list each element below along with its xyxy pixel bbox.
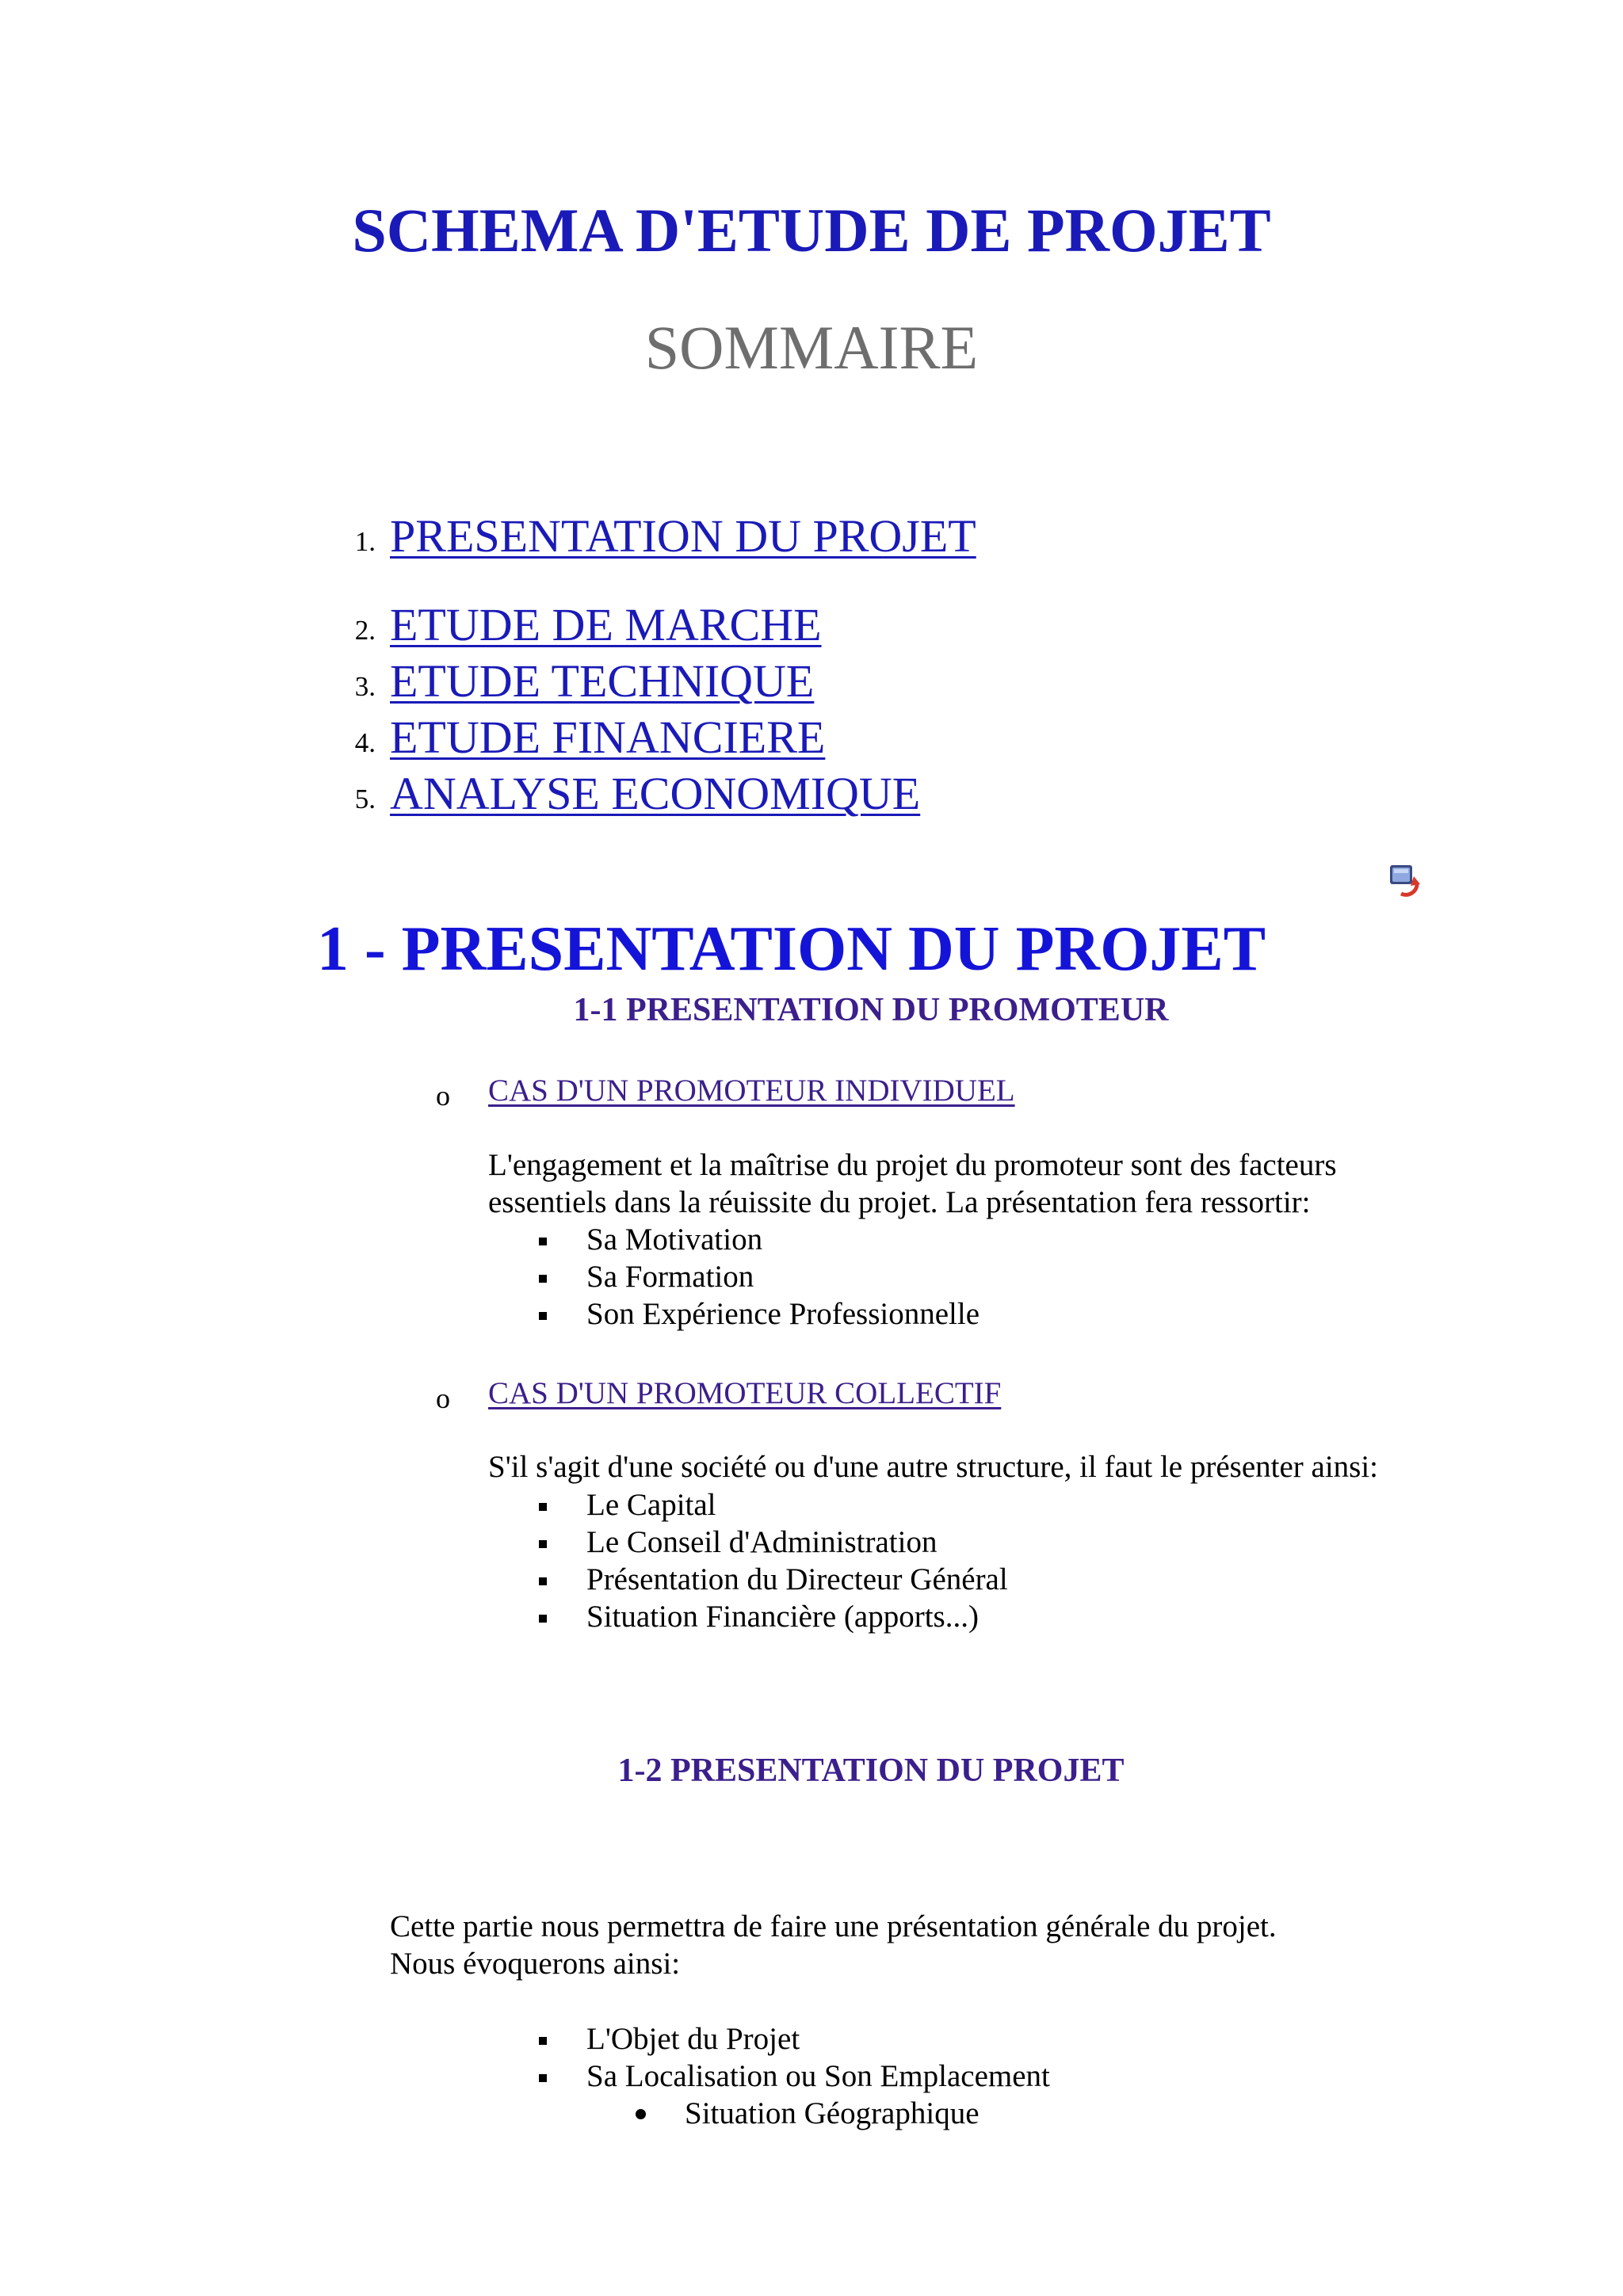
toc-link-etude-technique[interactable]: ETUDE TECHNIQUE (390, 655, 815, 707)
toc-link-presentation[interactable]: PRESENTATION DU PROJET (390, 510, 976, 562)
list-item (586, 1486, 1008, 1524)
paragraph-line: Nous évoquerons ainsi: (390, 1947, 681, 1981)
toc-number: 5. (354, 784, 376, 814)
toc-number: 1. (354, 526, 376, 557)
paragraph-line: S'il s'agit d'une société ou d'une autre structure, il faut le présenter ainsi: (488, 1450, 1379, 1484)
section-title: 1 - PRESENTATION DU PROJET (317, 914, 1266, 984)
list-item-text: L'Objet du Projet (586, 2022, 800, 2056)
list-item (586, 2058, 1050, 2095)
case-collective-link[interactable]: CAS D'UN PROMOTEUR COLLECTIF (488, 1376, 1002, 1410)
list-item (586, 1295, 980, 1333)
bullet-list (586, 1486, 1008, 1635)
square-bullet-icon (539, 1615, 547, 1623)
square-bullet-icon (539, 2074, 547, 2082)
nested-bullet-list (685, 2095, 980, 2132)
list-item (586, 1598, 1008, 1635)
toc-link-etude-financiere[interactable]: ETUDE FINANCIERE (390, 711, 826, 763)
round-bullet-icon (636, 2109, 646, 2119)
subsection-title: 1-2 PRESENTATION DU PROJET (617, 1753, 1125, 1789)
list-item (685, 2095, 980, 2132)
square-bullet-icon (539, 1312, 547, 1320)
bullet-list (586, 1221, 980, 1333)
list-marker: o (436, 1080, 450, 1112)
list-item-text: Le Capital (586, 1488, 716, 1522)
list-item-text: Sa Localisation ou Son Emplacement (586, 2059, 1050, 2093)
list-item-text: Le Conseil d'Administration (586, 1525, 938, 1559)
paragraph-line: essentiels dans la réuissite du projet. La présentation fera ressortir: (488, 1185, 1311, 1219)
list-item (586, 1561, 1008, 1598)
square-bullet-icon (539, 1577, 547, 1585)
list-item (586, 1221, 980, 1258)
list-item-text: Sa Motivation (586, 1222, 763, 1257)
subsection-title: 1-1 PRESENTATION DU PROMOTEUR (573, 992, 1169, 1028)
document-subtitle: SOMMAIRE (644, 313, 979, 382)
toc-link-analyse-economique[interactable]: ANALYSE ECONOMIQUE (390, 768, 921, 819)
list-item-text: Situation Financière (apports...) (586, 1600, 979, 1634)
list-item-text: Sa Formation (586, 1260, 754, 1294)
paragraph-line: Cette partie nous permettra de faire une présentation générale du projet. (390, 1909, 1277, 1943)
square-bullet-icon (539, 1275, 547, 1283)
toc-link-etude-marche[interactable]: ETUDE DE MARCHE (390, 599, 822, 650)
toc-number: 3. (354, 671, 376, 702)
list-item-text: Situation Géographique (685, 2096, 980, 2130)
list-item-text: Son Expérience Professionnelle (586, 1297, 980, 1331)
list-item-text: Présentation du Directeur Général (586, 1562, 1008, 1596)
square-bullet-icon (539, 1503, 547, 1511)
paragraph-line: L'engagement et la maîtrise du projet du promoteur sont des facteurs (488, 1148, 1337, 1182)
bullet-list (586, 2020, 1050, 2095)
refresh-icon[interactable] (1385, 862, 1420, 897)
square-bullet-icon (539, 1238, 547, 1245)
toc-number: 2. (354, 615, 376, 646)
case-individual-link[interactable]: CAS D'UN PROMOTEUR INDIVIDUEL (488, 1074, 1015, 1108)
square-bullet-icon (539, 2037, 547, 2045)
document-title: SCHEMA D'ETUDE DE PROJET (352, 196, 1271, 265)
toc-number: 4. (354, 727, 376, 758)
list-item (586, 1258, 980, 1295)
list-marker: o (436, 1383, 450, 1414)
list-item (586, 1524, 1008, 1561)
list-item (586, 2020, 1050, 2058)
square-bullet-icon (539, 1540, 547, 1548)
